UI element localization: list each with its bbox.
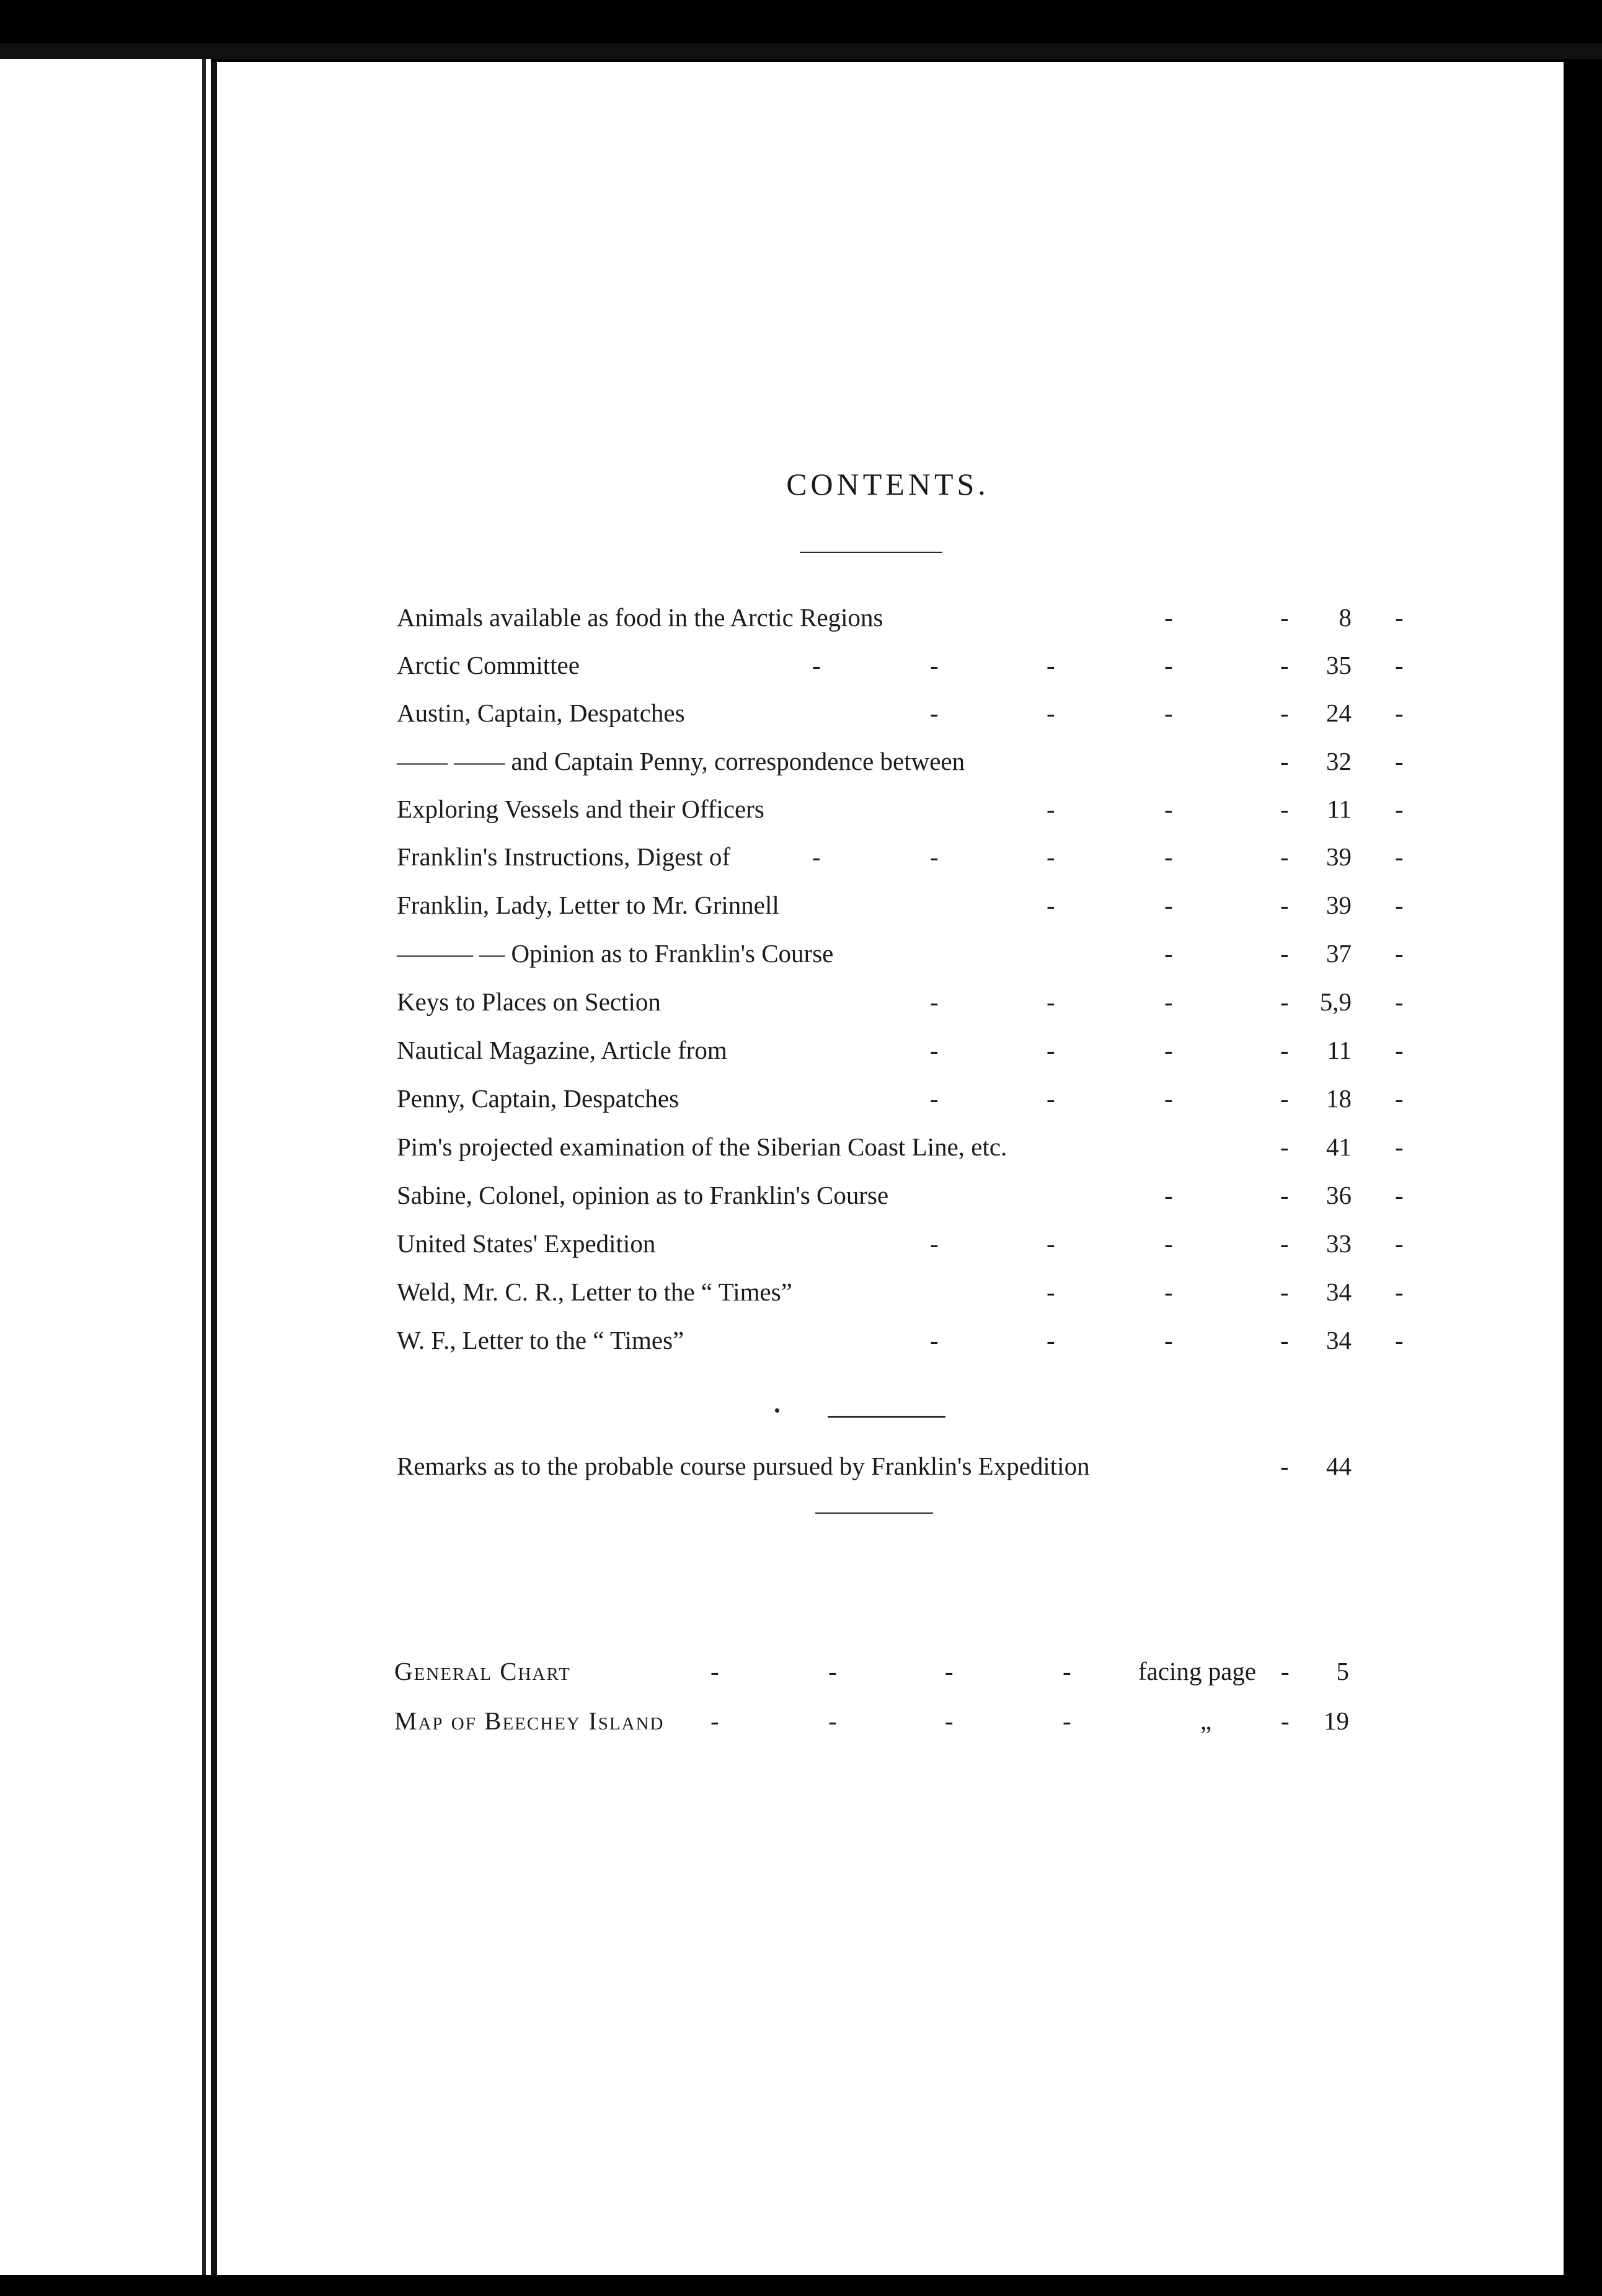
- leader-dash: -: [930, 651, 939, 679]
- entry-label: Penny, Captain, Despatches: [397, 1084, 679, 1113]
- leader-dash: -: [1164, 795, 1173, 823]
- entry-label: Animals available as food in the Arctic Regions: [397, 603, 883, 632]
- leader-dash: -: [1164, 1229, 1173, 1258]
- remarks-rule: [815, 1512, 933, 1514]
- contents-entry[interactable]: [397, 1080, 1404, 1117]
- leader-dash: -: [1047, 699, 1055, 727]
- entry-page-number: 34: [1326, 1326, 1352, 1354]
- contents-entry[interactable]: [397, 1177, 1404, 1214]
- leader-dash: -: [930, 699, 939, 727]
- leader-dash: -: [1395, 1229, 1404, 1258]
- entry-page-number: 39: [1326, 891, 1352, 919]
- plate-label: General Chart: [394, 1657, 571, 1685]
- leader-dash: -: [930, 1229, 939, 1258]
- entry-page-number: 39: [1326, 842, 1352, 871]
- entry-page-number: 11: [1327, 1036, 1352, 1064]
- plate-entry[interactable]: [394, 1702, 1349, 1739]
- leader-dash: -: [1164, 1036, 1173, 1064]
- entry-page-number: 33: [1326, 1229, 1352, 1258]
- contents-entry[interactable]: [397, 1031, 1404, 1069]
- entry-label: Keys to Places on Section: [397, 987, 661, 1016]
- entry-page-number: 18: [1326, 1084, 1352, 1113]
- leader-dash: -: [1395, 795, 1404, 823]
- leader-dash: -: [1164, 842, 1173, 871]
- binding-edge: [200, 59, 211, 2278]
- contents-entry[interactable]: [397, 983, 1404, 1020]
- contents-entry[interactable]: [397, 790, 1404, 828]
- leader-dash: -: [1395, 939, 1404, 968]
- leader-dash: -: [1047, 651, 1055, 679]
- contents-entry[interactable]: [397, 1225, 1404, 1262]
- leader-dash: -: [1063, 1657, 1071, 1685]
- leader-dash: -: [945, 1657, 954, 1685]
- leader-dash: -: [1047, 1229, 1055, 1258]
- entry-page-number: 35: [1326, 651, 1352, 679]
- leader-dash: -: [1395, 1278, 1404, 1306]
- entry-label: ——— — Opinion as to Franklin's Course: [397, 939, 834, 968]
- plate-label: Map of Beechey Island: [394, 1707, 665, 1735]
- leader-dash: -: [812, 651, 821, 679]
- leader-dash: -: [1395, 1036, 1404, 1064]
- leader-dash: -: [1395, 842, 1404, 871]
- leader-dash: -: [1164, 1278, 1173, 1306]
- leader-dash: -: [1047, 987, 1055, 1016]
- contents-entry[interactable]: [397, 599, 1404, 636]
- contents-page: [211, 62, 1570, 2275]
- leader-dash: -: [1047, 842, 1055, 871]
- leader-dash: -: [1395, 1326, 1404, 1354]
- remarks-label: Remarks as to the probable course pursued by Franklin's Expedition: [397, 1452, 1090, 1480]
- leader-dash: -: [1280, 1278, 1289, 1306]
- entry-label: Franklin, Lady, Letter to Mr. Grinnell: [397, 891, 779, 919]
- leader-dash: -: [930, 1036, 939, 1064]
- entry-label: Franklin's Instructions, Digest of: [397, 842, 731, 871]
- leader-dash: -: [1280, 1229, 1289, 1258]
- entry-page-number: 34: [1326, 1278, 1352, 1306]
- leader-dash: -: [1280, 842, 1289, 871]
- leader-dash: -: [1164, 987, 1173, 1016]
- leader-dash: -: [1395, 1181, 1404, 1209]
- page-title: CONTENTS.: [786, 467, 989, 501]
- entry-page-number: 41: [1326, 1133, 1352, 1161]
- leader-dash: -: [1164, 1326, 1173, 1354]
- leader-dash: -: [1395, 651, 1404, 679]
- leader-dash: -: [1280, 1036, 1289, 1064]
- remarks-page: 44: [1326, 1452, 1352, 1480]
- entry-label: Pim's projected examination of the Siberian Coast Line, etc.: [397, 1133, 1007, 1161]
- entry-label: Sabine, Colonel, opinion as to Franklin's Course: [397, 1181, 889, 1209]
- remarks-dash: -: [1280, 1452, 1289, 1480]
- leader-dash: -: [1280, 1133, 1289, 1161]
- leader-dash: -: [1047, 795, 1055, 823]
- entry-label: Nautical Magazine, Article from: [397, 1036, 727, 1064]
- leader-dash: -: [945, 1707, 954, 1735]
- entry-page-number: 36: [1326, 1181, 1352, 1209]
- leader-dash: -: [1164, 699, 1173, 727]
- leader-dash: -: [930, 1084, 939, 1113]
- left-leaf: [0, 59, 211, 2278]
- entry-page-number: 32: [1326, 747, 1352, 775]
- leader-dash: -: [1395, 1084, 1404, 1113]
- entry-label: Weld, Mr. C. R., Letter to the “ Times”: [397, 1278, 792, 1306]
- contents-entry[interactable]: [397, 1128, 1404, 1165]
- leader-dash: -: [1047, 891, 1055, 919]
- leader-dash: -: [1280, 1326, 1289, 1354]
- plate-page-number: 5: [1336, 1657, 1349, 1685]
- leader-dash: -: [710, 1707, 719, 1735]
- leader-dash: -: [1047, 1084, 1055, 1113]
- leader-dash: -: [1395, 747, 1404, 775]
- contents-entry[interactable]: [397, 935, 1404, 972]
- leader-dash: -: [1047, 1278, 1055, 1306]
- entry-label: Austin, Captain, Despatches: [397, 699, 685, 727]
- leader-dash: -: [1280, 891, 1289, 919]
- leader-dash: -: [1047, 1326, 1055, 1354]
- leader-dash: -: [828, 1657, 837, 1685]
- leader-dash: -: [1164, 891, 1173, 919]
- leader-dash: -: [1280, 1084, 1289, 1113]
- leader-dash: -: [1280, 939, 1289, 968]
- ink-dot: [775, 1408, 779, 1413]
- leader-dash: -: [1280, 699, 1289, 727]
- leader-dash: -: [1047, 1036, 1055, 1064]
- section-rule: [828, 1416, 945, 1418]
- leader-dash: -: [1395, 987, 1404, 1016]
- leader-dash: -: [1280, 651, 1289, 679]
- entry-label: Exploring Vessels and their Officers: [397, 795, 764, 823]
- leader-dash: -: [1395, 891, 1404, 919]
- contents-entry[interactable]: [397, 886, 1404, 924]
- leader-dash: -: [1164, 651, 1173, 679]
- facing-page-text: facing page: [1138, 1657, 1257, 1685]
- plate-page-number: 19: [1324, 1707, 1349, 1735]
- contents-entry[interactable]: [397, 1322, 1404, 1359]
- leader-dash: -: [1164, 939, 1173, 968]
- entry-page-number: 11: [1327, 795, 1352, 823]
- entry-page-number: 5,9: [1319, 987, 1352, 1016]
- leader-dash: -: [1395, 1133, 1404, 1161]
- contents-entry[interactable]: [397, 838, 1404, 875]
- title-rule: [800, 552, 942, 553]
- leader-dash: -: [930, 987, 939, 1016]
- remarks-entry[interactable]: [397, 1447, 1352, 1485]
- contents-entry[interactable]: [397, 647, 1404, 684]
- leader-dash: -: [1164, 1084, 1173, 1113]
- leader-dash: -: [1063, 1707, 1071, 1735]
- leader-dash: -: [1395, 699, 1404, 727]
- leader-dash: -: [1280, 603, 1289, 632]
- book-right-edge: [1564, 59, 1602, 2296]
- leader-dash: -: [930, 842, 939, 871]
- leader-dash: -: [828, 1707, 837, 1735]
- entry-label: —— —— and Captain Penny, correspondence between: [397, 747, 965, 775]
- leader-dash: -: [930, 1326, 939, 1354]
- leader-dash: -: [1164, 1181, 1173, 1209]
- leader-dash: -: [710, 1657, 719, 1685]
- leader-dash: -: [1280, 987, 1289, 1016]
- entry-page-number: 24: [1326, 699, 1352, 727]
- entry-label: W. F., Letter to the “ Times”: [397, 1326, 684, 1354]
- leader-dash: -: [1280, 747, 1289, 775]
- contents-entry[interactable]: [397, 1273, 1404, 1310]
- contents-entry[interactable]: [397, 694, 1404, 731]
- entry-label: United States' Expedition: [397, 1229, 656, 1258]
- leader-dash: -: [1280, 795, 1289, 823]
- book-bottom-edge: [0, 2275, 1602, 2296]
- leader-dash: -: [1281, 1707, 1290, 1735]
- entry-label: Arctic Committee: [397, 651, 580, 679]
- entry-page-number: 37: [1326, 939, 1352, 968]
- leader-dash: -: [1164, 603, 1173, 632]
- leader-dash: -: [1280, 1181, 1289, 1209]
- facing-page-text: „: [1200, 1707, 1212, 1735]
- entry-page-number: 8: [1339, 603, 1352, 632]
- contents-entry[interactable]: [397, 743, 1404, 780]
- leader-dash: -: [1395, 603, 1404, 632]
- leader-dash: -: [812, 842, 821, 871]
- plate-entry[interactable]: [394, 1653, 1349, 1690]
- leader-dash: -: [1281, 1657, 1290, 1685]
